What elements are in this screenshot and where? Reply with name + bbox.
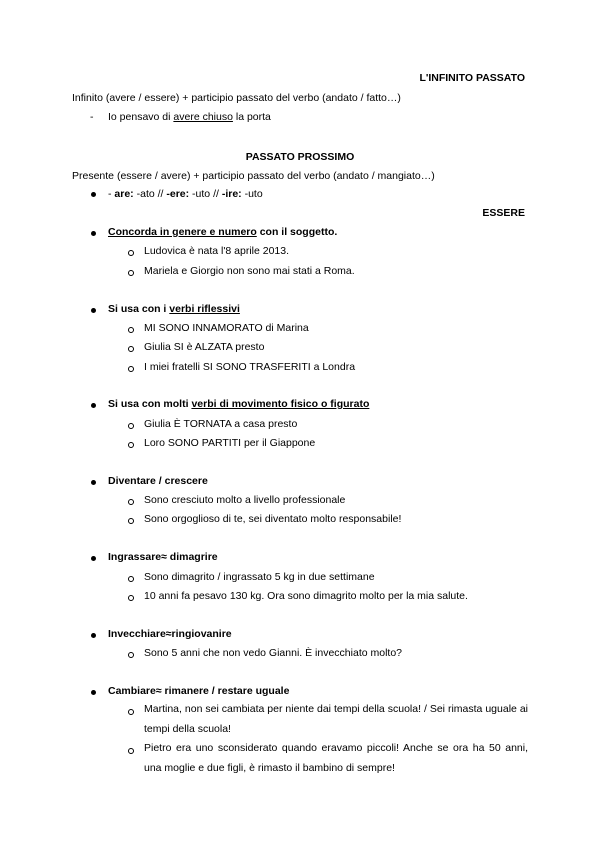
section-heading: Ingrassare≈ dimagrire — [108, 551, 218, 563]
circle-bullet-icon — [128, 748, 134, 754]
section-heading-rest: con il soggetto. — [256, 226, 338, 238]
endings-ere-val: -uto // — [189, 188, 222, 200]
list-item: Sono 5 anni che non vedo Gianni. È invecchiato molto? — [144, 647, 403, 659]
bullet-icon — [91, 403, 96, 408]
section-heading: Diventare / crescere — [108, 475, 208, 487]
passato-formula: Presente (essere / avere) + participio passato del verbo (andato / mangiato…) — [72, 170, 435, 182]
endings-are: are: — [114, 188, 134, 200]
list-item: Pietro era uno sconsiderato quando eravamo piccoli! Anche se ora ha 50 anni, una moglie e due figli, è rimasto il bambino di sempre! — [144, 742, 528, 774]
list-item: 10 anni fa pesavo 130 kg. Ora sono dimagrito molto per la mia salute. — [144, 590, 468, 602]
endings-ire: -ire: — [221, 188, 242, 200]
section-heading — [108, 398, 369, 410]
endings-dash: - — [108, 188, 115, 200]
bullet-icon — [91, 633, 96, 638]
list-item: Ludovica è nata l'8 aprile 2013. — [144, 245, 290, 257]
endings-ire-val: -uto — [241, 188, 263, 200]
circle-bullet-icon — [128, 709, 134, 715]
section-heading-pre: Si usa con i — [108, 303, 170, 315]
list-item: MI SONO INNAMORATO di Marina — [144, 322, 309, 334]
passato-endings — [108, 188, 263, 200]
passato-title: PASSATO PROSSIMO — [245, 151, 355, 163]
circle-bullet-icon — [128, 270, 134, 276]
infinito-example-dash: - — [90, 111, 94, 123]
circle-bullet-icon — [128, 423, 134, 429]
circle-bullet-icon — [128, 518, 134, 524]
endings-ere: -ere: — [166, 188, 190, 200]
circle-bullet-icon — [128, 595, 134, 601]
section-heading-pre: Si usa con molti — [108, 398, 192, 410]
bullet-icon — [91, 308, 96, 313]
circle-bullet-icon — [128, 346, 134, 352]
list-item: I miei fratelli SI SONO TRASFERITI a Londra — [144, 361, 356, 373]
circle-bullet-icon — [128, 327, 134, 333]
infinito-example — [108, 111, 271, 123]
infinito-example-highlight: avere chiuso — [173, 111, 233, 123]
list-item: Loro SONO PARTITI per il Giappone — [144, 437, 316, 449]
section-heading-underlined: verbi riflessivi — [169, 303, 240, 315]
bullet-icon — [91, 690, 96, 695]
bullet-icon — [91, 556, 96, 561]
circle-bullet-icon — [128, 366, 134, 372]
bullet-icon — [91, 192, 96, 197]
circle-bullet-icon — [128, 499, 134, 505]
list-item: Giulia SI è ALZATA presto — [144, 341, 265, 353]
infinito-example-pre: Io pensavo di — [108, 111, 174, 123]
list-item: Mariela e Giorgio non sono mai stati a Roma. — [144, 265, 355, 277]
circle-bullet-icon — [128, 652, 134, 658]
list-item: Sono dimagrito / ingrassato 5 kg in due settimane — [144, 571, 375, 583]
circle-bullet-icon — [128, 250, 134, 256]
list-item: Sono orgoglioso di te, sei diventato molto responsabile! — [144, 513, 402, 525]
infinito-formula: Infinito (avere / essere) + participio passato del verbo (andato / fatto…) — [72, 92, 401, 104]
section-heading — [108, 303, 240, 315]
section-heading-underlined: Concorda in genere e numero — [108, 226, 257, 238]
circle-bullet-icon — [128, 576, 134, 582]
section-heading: Invecchiare≈ringiovanire — [108, 628, 232, 640]
infinito-title: L'INFINITO PASSATO — [419, 72, 525, 84]
infinito-example-post: la porta — [232, 111, 271, 123]
circle-bullet-icon — [128, 442, 134, 448]
list-item: Sono cresciuto molto a livello professionale — [144, 494, 346, 506]
essere-label: ESSERE — [482, 207, 525, 219]
section-heading — [108, 226, 337, 238]
section-heading: Cambiare≈ rimanere / restare uguale — [108, 685, 290, 697]
list-item: Martina, non sei cambiata per niente dai tempi della scuola! / Sei rimasta uguale ai tempi della scuola! — [144, 703, 528, 735]
bullet-icon — [91, 231, 96, 236]
section-heading-underlined: verbi di movimento fisico o figurato — [191, 398, 370, 410]
endings-are-val: -ato // — [133, 188, 167, 200]
bullet-icon — [91, 480, 96, 485]
list-item: Giulia È TORNATA a casa presto — [144, 418, 298, 430]
